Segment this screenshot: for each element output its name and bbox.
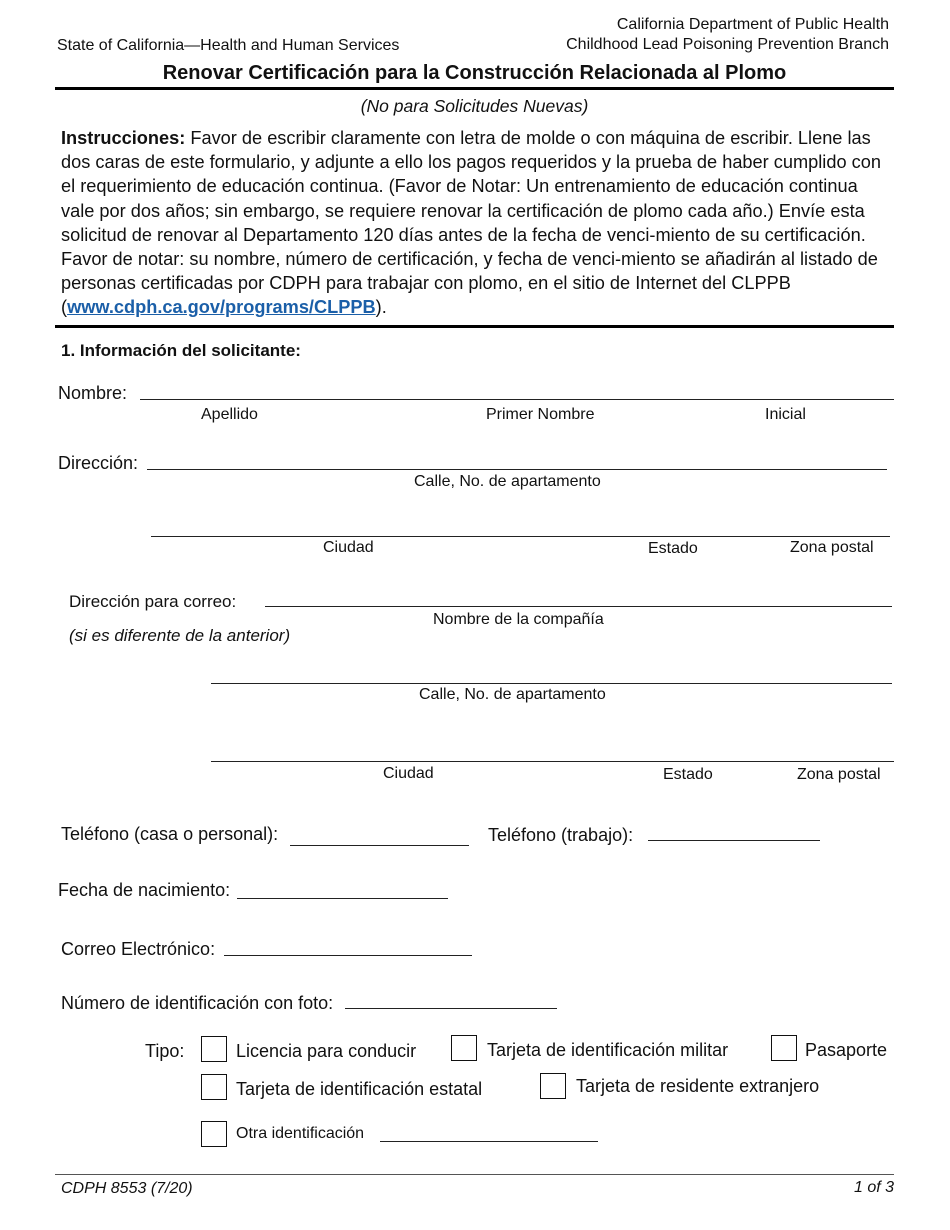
branch-name: Childhood Lead Poisoning Prevention Branch [566, 36, 889, 53]
address-sub-city: Ciudad [323, 539, 374, 556]
instructions-text: Favor de escribir claramente con letra de molde o con máquina de escribir. Llene las dos caras de este formulario, y adjunte a ello los pagos requeridos y la prueba de haber cumplido con el requerimiento de educación continua. (Favor de Notar: Un entrenamiento de educación continua vale por dos años; sin embargo, se requiere renovar la certificación de plomo cada año.) Envíe esta solicitud de renovar al Departamento 120 días antes de la fecha de venci-miento de su certificación. Favor de notar: su nombre, número de certificación, y fecha de venci-miento se añadirán al listado de personas certificadas por CDPH para trabajar con plomo, en el sitio de Internet del CLPPB ( [61, 128, 881, 318]
other-id-checkbox[interactable] [201, 1121, 227, 1147]
agency-left: State of California—Health and Human Services [57, 37, 400, 54]
page-number: 1 of 3 [853, 1179, 894, 1196]
mailing-company-field[interactable] [265, 606, 892, 607]
mailing-street-field[interactable] [211, 683, 892, 684]
driver-license-label: Licencia para conducir [236, 1041, 417, 1061]
instructions-block [61, 126, 893, 320]
phone-home-label: Teléfono (casa o personal): [61, 824, 279, 844]
mailing-note: (si es diferente de la anterior) [69, 626, 291, 645]
instructions-after: ). [375, 297, 387, 318]
address-street-field[interactable] [147, 469, 887, 470]
mailing-sub-company: Nombre de la compañía [433, 611, 604, 628]
address-sub-state: Estado [648, 540, 698, 557]
department-name: California Department of Public Health [616, 16, 889, 33]
resident-card-label: Tarjeta de residente extranjero [576, 1076, 820, 1096]
email-field[interactable] [224, 955, 472, 956]
section1-heading: 1. Información del solicitante: [61, 341, 301, 360]
resident-card-checkbox[interactable] [540, 1073, 566, 1099]
id-type-label: Tipo: [145, 1041, 185, 1061]
driver-license-checkbox[interactable] [201, 1036, 227, 1062]
form-number: CDPH 8553 (7/20) [61, 1180, 193, 1197]
mailing-sub-city: Ciudad [383, 765, 434, 782]
photo-id-label: Número de identificación con foto: [61, 993, 334, 1013]
clppb-link[interactable]: www.cdph.ca.gov/programs/CLPPB [67, 297, 376, 318]
form-title: Renovar Certificación para la Construcción Relacionada al Plomo [162, 62, 787, 84]
mailing-sub-zip: Zona postal [797, 766, 881, 783]
mailing-city-field[interactable] [211, 761, 894, 762]
section-rule [55, 325, 894, 328]
title-rule [55, 87, 894, 90]
name-sub-initial: Inicial [765, 406, 806, 423]
name-sub-last: Apellido [201, 406, 258, 423]
mailing-sub-state: Estado [663, 766, 713, 783]
mailing-sub-street: Calle, No. de apartamento [419, 686, 606, 703]
state-id-label: Tarjeta de identificación estatal [236, 1079, 483, 1099]
phone-home-field[interactable] [290, 845, 469, 846]
passport-checkbox[interactable] [771, 1035, 797, 1061]
address-sub-street: Calle, No. de apartamento [414, 473, 601, 490]
form-subtitle: (No para Solicitudes Nuevas) [360, 96, 589, 116]
other-id-field[interactable] [380, 1141, 598, 1142]
address-sub-zip: Zona postal [790, 539, 874, 556]
name-label: Nombre: [58, 383, 128, 403]
military-id-label: Tarjeta de identificación militar [487, 1040, 729, 1060]
footer-rule [55, 1174, 894, 1175]
address-city-field[interactable] [151, 536, 890, 537]
address-label: Dirección: [58, 453, 139, 473]
phone-work-field[interactable] [648, 840, 820, 841]
photo-id-field[interactable] [345, 1008, 557, 1009]
email-label: Correo Electrónico: [61, 939, 216, 959]
phone-work-label: Teléfono (trabajo): [488, 825, 634, 845]
mailing-label: Dirección para correo: [69, 592, 237, 611]
passport-label: Pasaporte [805, 1040, 888, 1060]
other-id-label: Otra identificación [236, 1125, 365, 1142]
birthdate-field[interactable] [237, 898, 448, 899]
instructions-label: Instrucciones: [61, 128, 186, 148]
name-sub-first: Primer Nombre [486, 406, 595, 423]
birthdate-label: Fecha de nacimiento: [58, 880, 231, 900]
military-id-checkbox[interactable] [451, 1035, 477, 1061]
state-id-checkbox[interactable] [201, 1074, 227, 1100]
name-field[interactable] [140, 399, 894, 400]
